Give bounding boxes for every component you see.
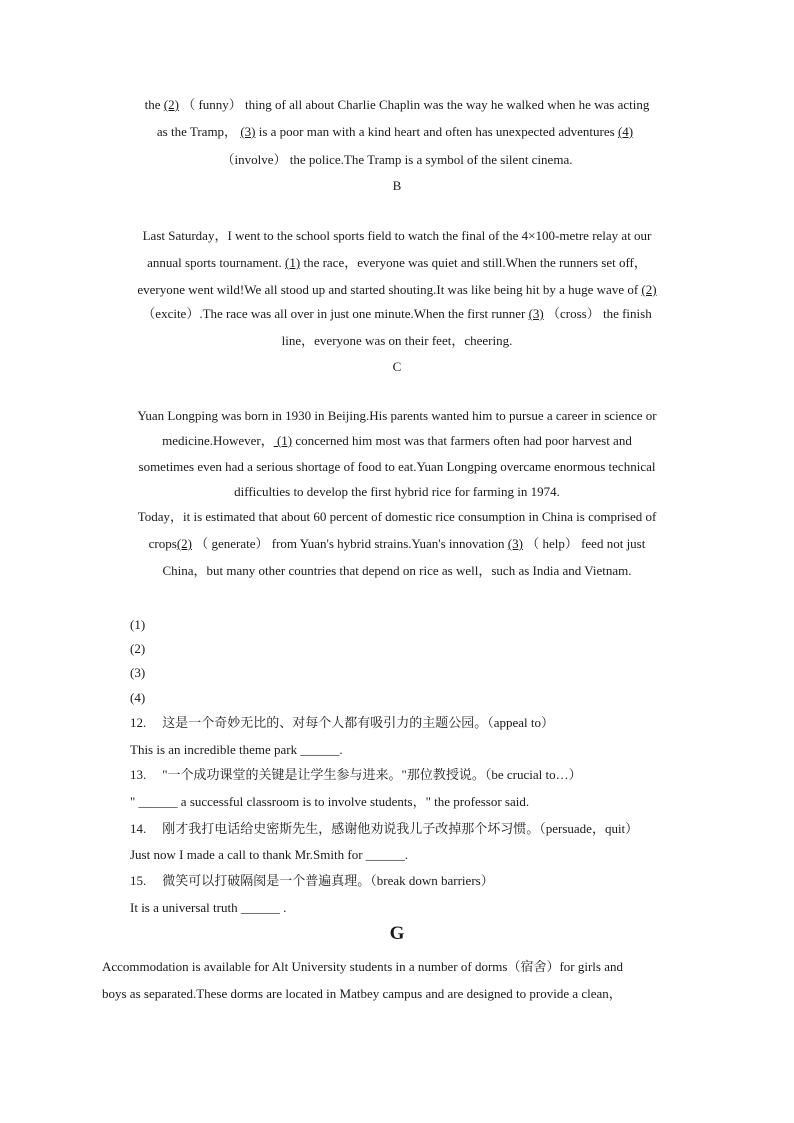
question-number: 13. <box>130 767 147 782</box>
question-chinese: 刚才我打电话给史密斯先生，感谢他劝说我儿子改掉那个坏习惯。（persuade，quit） <box>162 821 639 836</box>
section-g-heading: G <box>389 923 405 944</box>
question-14 <box>130 821 638 837</box>
text: Today，it is estimated that about 60 percent of domestic rice consumption in China is comprised of <box>137 509 657 524</box>
text: concerned him most was that farmers often had poor harvest and <box>292 433 632 448</box>
text: Last Saturday，I went to the school sports field to watch the final of the 4×100-metre relay at our <box>142 228 652 243</box>
passage-c-line-2 <box>0 433 794 449</box>
passage-a-line-1 <box>0 97 794 113</box>
text: （involve） the police.The Tramp is a symbol of the silent cinema. <box>221 152 573 167</box>
passage-c-line-3 <box>0 459 794 475</box>
passage-c-line-5 <box>0 509 794 525</box>
question-12-english: This is an incredible theme park ______. <box>130 742 343 757</box>
answer-slot-3: (3) <box>130 665 146 680</box>
answer-slot-4: (4) <box>130 690 146 705</box>
blank-1: (1) <box>285 255 301 270</box>
text: as the Tramp， <box>156 124 241 139</box>
blank-3: (3) <box>507 536 523 551</box>
question-number: 12. <box>130 715 147 730</box>
question-chinese: 微笑可以打破隔阂是一个普遍真理。（break down barriers） <box>162 873 494 888</box>
text: （ help） feed not just <box>522 536 646 551</box>
blank-4: (4) <box>617 124 634 139</box>
text: difficulties to develop the first hybrid rice for farming in 1974. <box>234 484 560 499</box>
passage-c-line-1 <box>0 408 794 424</box>
text: medicine.However， <box>162 433 274 448</box>
passage-a-line-3 <box>0 152 794 168</box>
blank-3: (3) <box>240 124 256 139</box>
question-number: 15. <box>130 873 147 888</box>
blank-2: (2) <box>641 282 657 297</box>
blank-2: (2) <box>176 536 192 551</box>
question-chinese: 这是一个奇妙无比的、对每个人都有吸引力的主题公园。（appeal to） <box>162 715 555 730</box>
text: （excite）.The race was all over in just one minute.When the first runner <box>142 306 529 321</box>
text: Yuan Longping was born in 1930 in Beijing.His parents wanted him to pursue a career in science or <box>137 408 657 423</box>
text: the race，everyone was quiet and still.When the runners set off， <box>300 255 647 270</box>
passage-b-line-1 <box>0 228 794 244</box>
text: is a poor man with a kind heart and often has unexpected adventures <box>255 124 618 139</box>
passage-b-line-4 <box>0 306 794 322</box>
text: the <box>144 97 164 112</box>
section-b-label: B <box>392 178 402 193</box>
passage-b-line-3 <box>0 282 794 298</box>
blank-1: (1) <box>273 433 293 448</box>
answer-slot-1: (1) <box>130 617 146 632</box>
passage-a-line-2 <box>0 124 794 140</box>
passage-c-line-4 <box>0 484 794 500</box>
text: line，everyone was on their feet，cheering. <box>281 333 513 348</box>
question-number: 14. <box>130 821 147 836</box>
passage-b-line-2 <box>0 255 794 271</box>
text: everyone went wild!We all stood up and started shouting.It was like being hit by a huge wave of <box>137 282 642 297</box>
blank-3: (3) <box>528 306 544 321</box>
blank-2: (2) <box>163 97 179 112</box>
question-chinese: "一个成功课堂的关键是让学生参与进来。"那位教授说。（be crucial to…） <box>162 767 582 782</box>
question-15-english: It is a universal truth ______ . <box>130 900 287 915</box>
question-13-english: " ______ a successful classroom is to involve students，" the professor said. <box>130 794 530 809</box>
text: （ funny） thing of all about Charlie Chaplin was the way he walked when he was acting <box>178 97 650 112</box>
section-c-label: C <box>392 359 402 374</box>
answer-slot-2: (2) <box>130 641 146 656</box>
text: crops <box>148 536 177 551</box>
text: sometimes even had a serious shortage of food to eat.Yuan Longping overcame enormous technical <box>138 459 656 474</box>
passage-b-line-5 <box>0 333 794 349</box>
text: （ generate） from Yuan's hybrid strains.Yuan's innovation <box>191 536 508 551</box>
text: annual sports tournament. <box>147 255 286 270</box>
passage-g-line-2: boys as separated.These dorms are located in Matbey campus and are designed to provide a clean， <box>102 986 622 1001</box>
question-14-english: Just now I made a call to thank Mr.Smith for ______. <box>130 847 409 862</box>
question-15 <box>130 873 494 889</box>
passage-g-line-1: Accommodation is available for Alt University students in a number of dorms（宿舍）for girls and <box>102 959 623 974</box>
text: （cross） the finish <box>543 306 652 321</box>
question-12 <box>130 715 554 731</box>
text: China，but many other countries that depend on rice as well，such as India and Vietnam. <box>162 563 632 578</box>
passage-c-line-7 <box>0 563 794 579</box>
passage-c-line-6 <box>0 536 794 552</box>
question-13 <box>130 767 582 783</box>
